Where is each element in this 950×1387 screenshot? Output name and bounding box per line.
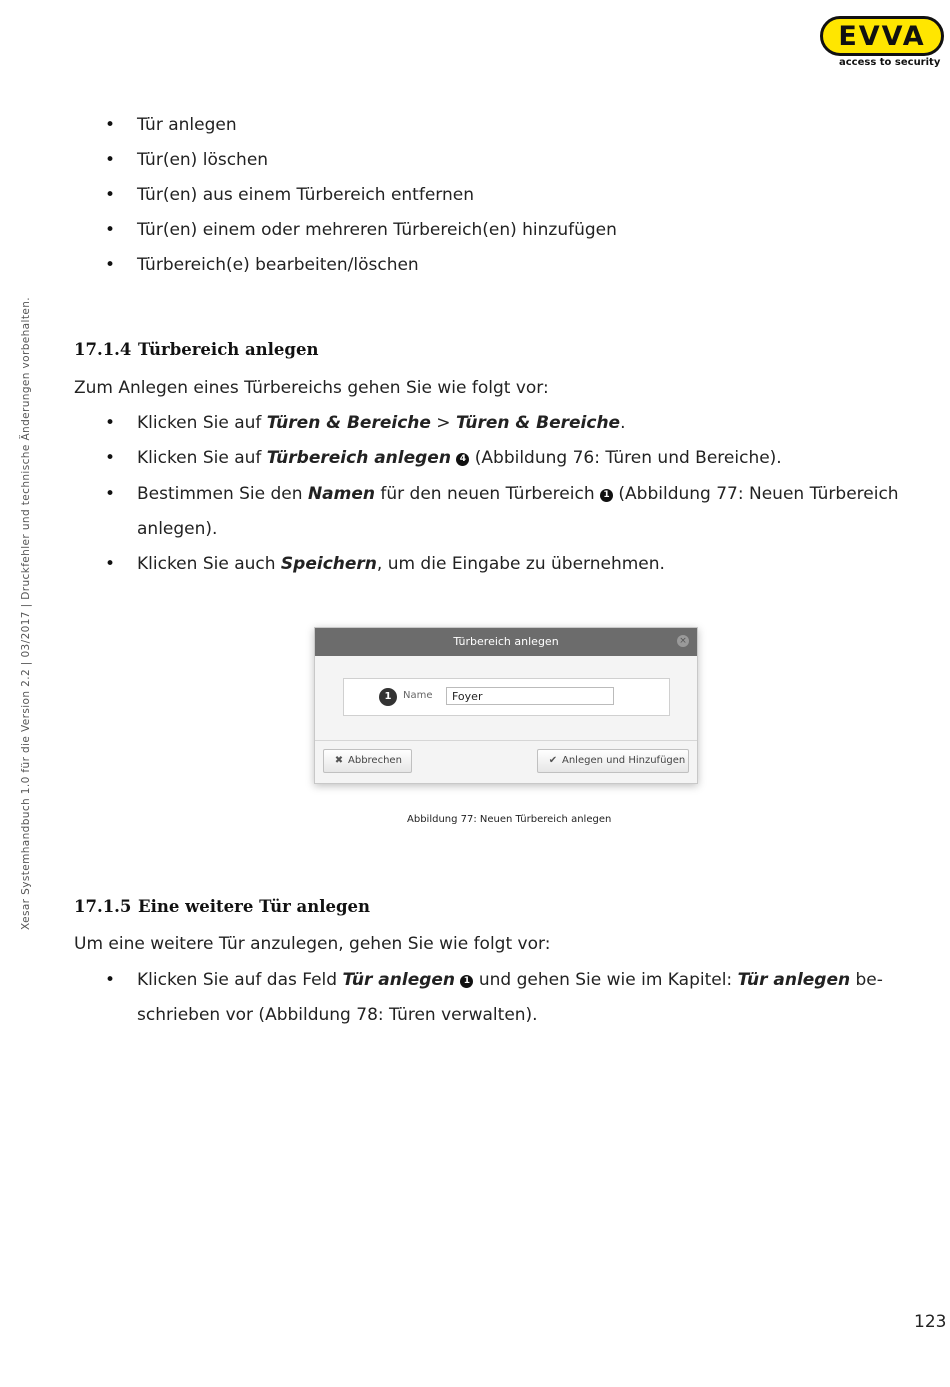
list-item: • Türbereich(e) bearbeiten/löschen	[137, 255, 419, 275]
step-text: Klicken Sie auf	[137, 413, 267, 433]
field-reference: Tür anlegen	[342, 970, 456, 990]
dialog-title: Türbereich anlegen	[315, 628, 697, 656]
step-marker-icon: 1	[379, 688, 397, 706]
close-icon[interactable]: ×	[677, 635, 689, 647]
list-item	[137, 448, 782, 468]
step-text-continued: schrieben vor (Abbildung 78: Türen verwalten).	[137, 1005, 538, 1025]
logo-tagline: access to security	[839, 57, 941, 68]
create-door-area-dialog	[314, 627, 698, 784]
page-number: 123	[914, 1312, 947, 1332]
step-text-continued: anlegen).	[137, 519, 218, 539]
section-number: 17.1.5	[74, 897, 132, 916]
section-number: 17.1.4	[74, 340, 132, 359]
list-item	[137, 413, 626, 433]
step-text: , um die Eingabe zu übernehmen.	[376, 554, 665, 574]
step-marker-icon: 1	[460, 975, 473, 988]
step-marker-icon: 4	[456, 453, 469, 466]
cancel-button[interactable]	[323, 749, 412, 773]
list-item: • Tür(en) löschen	[137, 150, 268, 170]
step-marker-icon: 1	[600, 489, 613, 502]
section-heading	[74, 340, 318, 359]
list-item	[137, 970, 883, 990]
section-intro: Zum Anlegen eines Türbereichs gehen Sie wie folgt vor:	[74, 378, 549, 398]
section-title: Türbereich anlegen	[138, 340, 319, 359]
section-heading	[74, 897, 370, 916]
menu-reference: Türen & Bereiche	[455, 413, 621, 433]
list-item: • Tür anlegen	[137, 115, 237, 135]
field-reference: Namen	[307, 484, 375, 504]
step-text: für den neuen Türbereich	[374, 484, 601, 504]
evva-logo	[820, 16, 946, 70]
cancel-label: Abbrechen	[348, 755, 402, 766]
name-field[interactable]: Foyer	[446, 687, 614, 705]
step-text: (Abbildung 77: Neuen Türbereich	[613, 484, 899, 504]
step-text: und gehen Sie wie im Kapitel:	[473, 970, 738, 990]
step-text: (Abbildung 76: Türen und Bereiche).	[469, 448, 782, 468]
section-intro: Um eine weitere Tür anzulegen, gehen Sie wie folgt vor:	[74, 934, 551, 954]
list-item	[137, 484, 899, 504]
list-item: • Tür(en) aus einem Türbereich entfernen	[137, 185, 474, 205]
step-text: Klicken Sie auf	[137, 448, 267, 468]
section-title: Eine weitere Tür anlegen	[138, 897, 371, 916]
logo-badge	[820, 16, 944, 56]
button-reference: Speichern	[280, 554, 377, 574]
step-text: Klicken Sie auf das Feld	[137, 970, 343, 990]
button-reference: Türbereich anlegen	[266, 448, 451, 468]
x-icon: ✖	[334, 755, 344, 766]
name-label: Name	[403, 690, 433, 701]
list-item: • Tür(en) einem oder mehreren Türbereich(en) hinzufügen	[137, 220, 617, 240]
ok-label: Anlegen und Hinzufügen	[562, 755, 686, 766]
step-text: Bestimmen Sie den	[137, 484, 308, 504]
check-icon: ✔	[548, 755, 558, 766]
figure-caption: Abbildung 77: Neuen Türbereich anlegen	[407, 814, 612, 825]
step-text: be-	[850, 970, 883, 990]
step-text: Klicken Sie auch	[137, 554, 281, 574]
logo-word: EVVA	[838, 20, 926, 52]
step-text: >	[430, 413, 456, 433]
create-and-add-button[interactable]	[537, 749, 689, 773]
chapter-reference: Tür anlegen	[737, 970, 851, 990]
list-item	[137, 554, 665, 574]
divider	[315, 740, 697, 741]
dialog-form-panel	[343, 678, 670, 716]
sidebar-note: Xesar Systemhandbuch 1.0 für die Version 2.2 | 03/2017 | Druckfehler und technische Änderungen vorbehalten.	[20, 296, 32, 930]
menu-reference: Türen & Bereiche	[266, 413, 431, 433]
step-text: .	[620, 413, 626, 433]
